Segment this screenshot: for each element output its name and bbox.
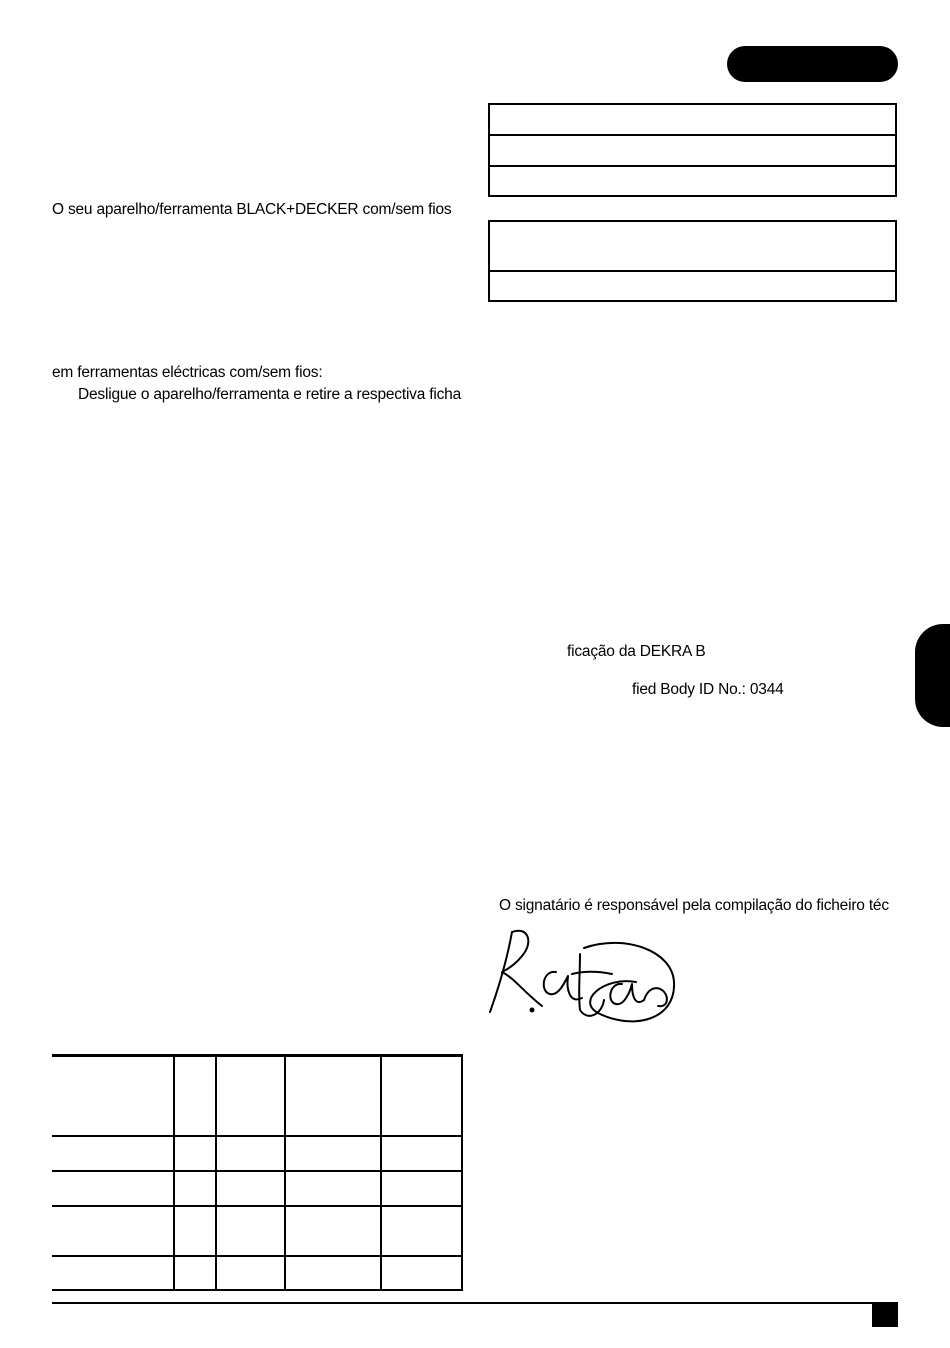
- section-side-tab: [915, 624, 950, 727]
- dekra-text: ficação da DEKRA B: [567, 643, 706, 660]
- data-table-bottom: [52, 1054, 463, 1291]
- table-cell: [381, 1171, 462, 1206]
- intro-text: O seu aparelho/ferramenta BLACK+DECKER com/sem fios: [52, 201, 452, 218]
- table-cell: [174, 1256, 216, 1290]
- footer-divider: [52, 1302, 898, 1304]
- spec-table-middle: [488, 220, 897, 302]
- table-cell: [285, 1136, 381, 1171]
- table-cell: [285, 1256, 381, 1290]
- table-cell: [52, 1056, 174, 1137]
- table-cell: [174, 1206, 216, 1256]
- table-cell: [174, 1056, 216, 1137]
- table-cell: [381, 1056, 462, 1137]
- safety-heading-text: em ferramentas eléctricas com/sem fios:: [52, 364, 323, 381]
- table-cell: [285, 1206, 381, 1256]
- signatory-text: O signatário é responsável pela compilação do ficheiro téc: [499, 897, 889, 914]
- table-cell: [216, 1206, 285, 1256]
- spec-table-top-row: [489, 166, 896, 196]
- language-tab-pill: [727, 46, 898, 82]
- table-cell: [52, 1206, 174, 1256]
- table-cell: [174, 1136, 216, 1171]
- table-cell: [216, 1171, 285, 1206]
- spec-table-middle-row: [489, 221, 896, 271]
- table-cell: [381, 1256, 462, 1290]
- page-number-box: [872, 1303, 898, 1327]
- table-cell: [216, 1136, 285, 1171]
- table-cell: [52, 1256, 174, 1290]
- table-cell: [174, 1171, 216, 1206]
- table-cell: [381, 1136, 462, 1171]
- spec-table-top: [488, 103, 897, 197]
- table-cell: [52, 1171, 174, 1206]
- table-cell: [216, 1056, 285, 1137]
- table-cell: [285, 1056, 381, 1137]
- signature-image: [484, 926, 684, 1030]
- table-cell: [216, 1256, 285, 1290]
- spec-table-middle-row: [489, 271, 896, 301]
- spec-table-top-row: [489, 104, 896, 135]
- spec-table-top-row: [489, 135, 896, 166]
- table-cell: [52, 1136, 174, 1171]
- notified-body-text: fied Body ID No.: 0344: [632, 681, 784, 698]
- safety-instruction-text: Desligue o aparelho/ferramenta e retire a respectiva ficha: [78, 386, 461, 403]
- table-cell: [285, 1171, 381, 1206]
- table-cell: [381, 1206, 462, 1256]
